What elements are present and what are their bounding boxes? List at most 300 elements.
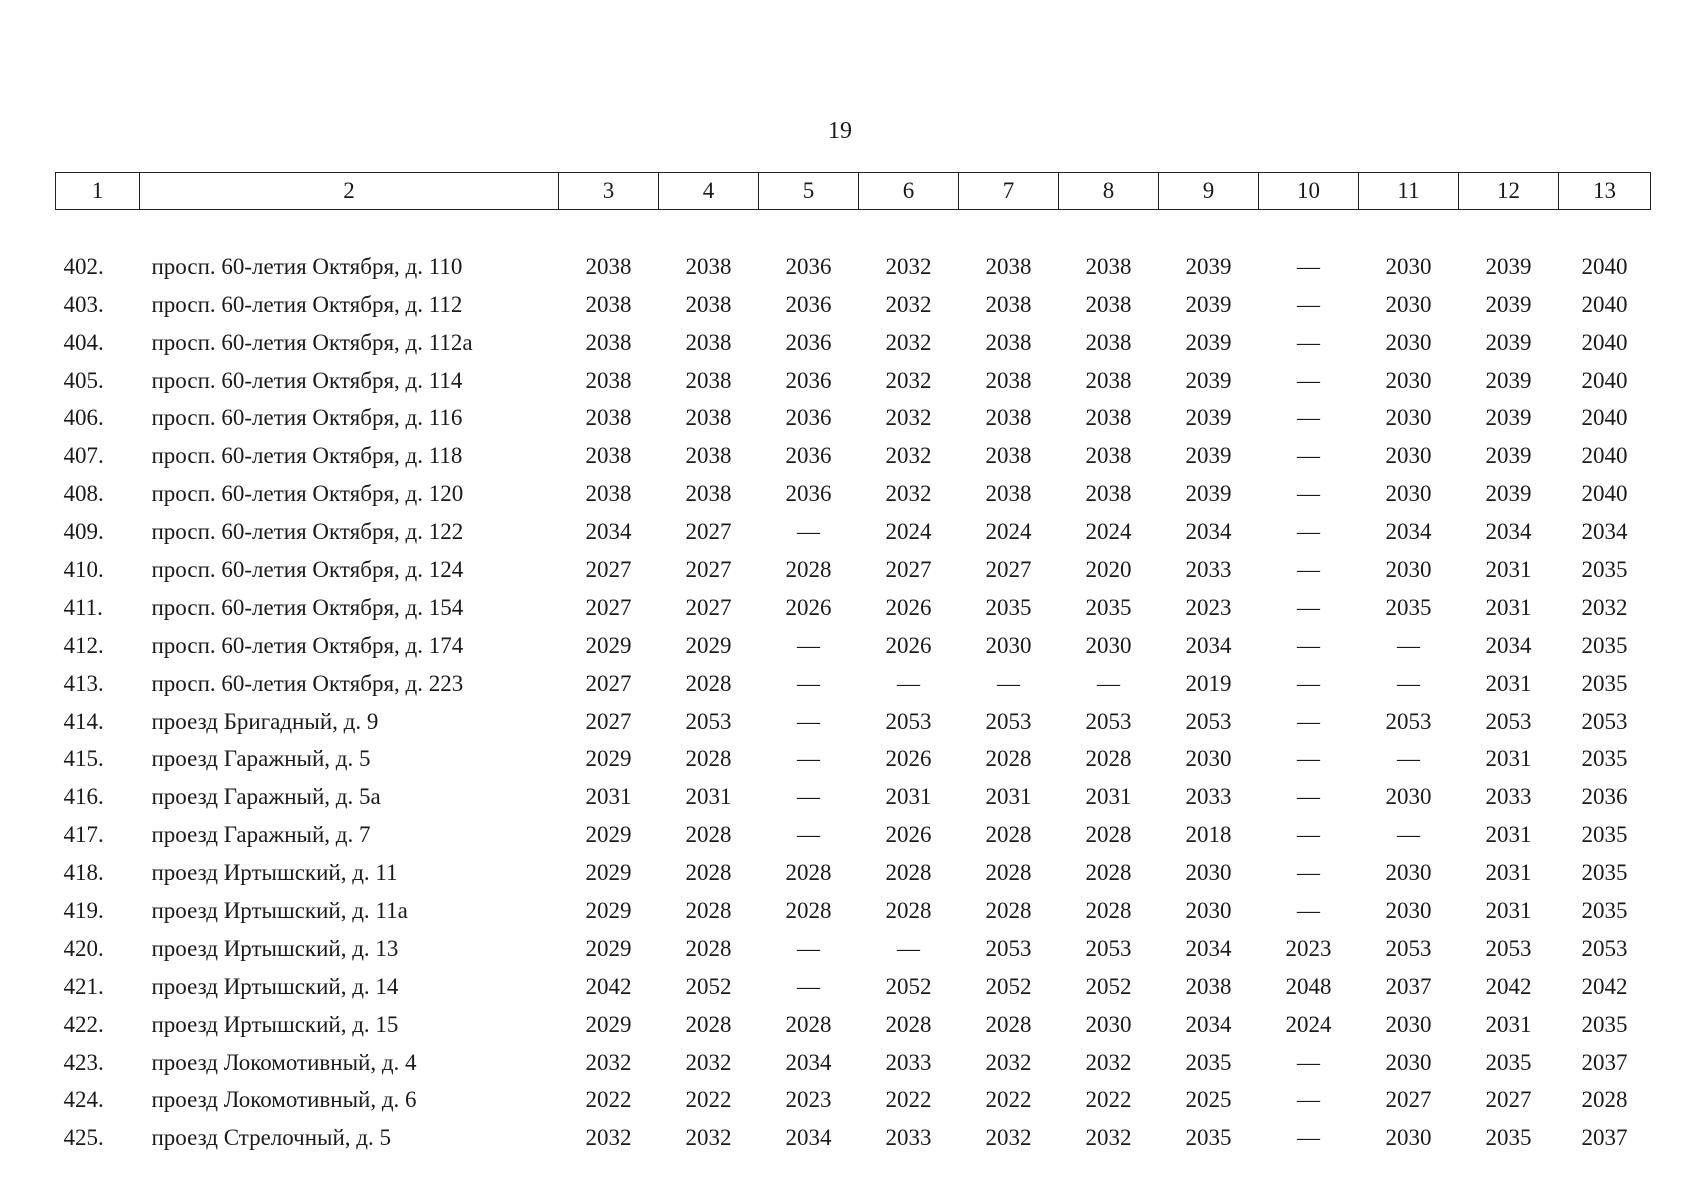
row-number: 402. bbox=[63, 253, 104, 279]
year-cell: 2036 bbox=[785, 405, 832, 431]
address-cell: просп. 60-летия Октября, д. 112а bbox=[151, 329, 473, 355]
column-header-13: 13 bbox=[1559, 173, 1651, 210]
year-cell: 2030 bbox=[1385, 481, 1432, 507]
year-cell: 2028 bbox=[685, 746, 732, 772]
year-cell: 2038 bbox=[1085, 291, 1132, 317]
table-body bbox=[56, 210, 1651, 1158]
schedule-table bbox=[55, 172, 1651, 1157]
year-cell: 2038 bbox=[985, 367, 1032, 393]
year-cell: 2026 bbox=[885, 822, 932, 848]
year-cell: 2038 bbox=[1185, 973, 1232, 999]
year-cell: 2039 bbox=[1185, 329, 1232, 355]
year-cell: — bbox=[1397, 822, 1420, 848]
year-cell: 2039 bbox=[1485, 481, 1532, 507]
year-cell: 2036 bbox=[785, 291, 832, 317]
year-cell: 2038 bbox=[685, 367, 732, 393]
year-cell: — bbox=[797, 973, 820, 999]
row-number: 422. bbox=[63, 1011, 104, 1037]
year-cell: 2034 bbox=[785, 1125, 832, 1151]
year-cell: — bbox=[1297, 670, 1320, 696]
row-number: 414. bbox=[63, 708, 104, 734]
address-cell: проезд Гаражный, д. 5 bbox=[151, 746, 371, 772]
column-header-8: 8 bbox=[1059, 173, 1159, 210]
row-number: 420. bbox=[63, 935, 104, 961]
year-cell: — bbox=[897, 670, 920, 696]
table-row bbox=[56, 589, 1651, 627]
year-cell: 2033 bbox=[1185, 556, 1232, 582]
year-cell: 2053 bbox=[1385, 935, 1432, 961]
address-cell: просп. 60-летия Октября, д. 154 bbox=[151, 594, 464, 620]
address-cell: просп. 60-летия Октября, д. 223 bbox=[151, 670, 464, 696]
year-cell: 2038 bbox=[685, 291, 732, 317]
year-cell: 2022 bbox=[885, 1087, 932, 1113]
year-cell: 2034 bbox=[1581, 519, 1628, 545]
year-cell: 2035 bbox=[1581, 897, 1628, 923]
year-cell: 2034 bbox=[585, 519, 632, 545]
year-cell: 2031 bbox=[1085, 784, 1132, 810]
header-spacer bbox=[56, 210, 1651, 248]
year-cell: 2040 bbox=[1581, 253, 1628, 279]
year-cell: 2029 bbox=[585, 935, 632, 961]
year-cell: 2053 bbox=[1185, 708, 1232, 734]
year-cell: 2028 bbox=[985, 1011, 1032, 1037]
year-cell: 2039 bbox=[1185, 481, 1232, 507]
year-cell: 2032 bbox=[1581, 594, 1628, 620]
year-cell: 2031 bbox=[985, 784, 1032, 810]
year-cell: — bbox=[1297, 519, 1320, 545]
year-cell: 2052 bbox=[885, 973, 932, 999]
year-cell: 2030 bbox=[1385, 291, 1432, 317]
year-cell: 2038 bbox=[585, 367, 632, 393]
year-cell: 2030 bbox=[1085, 632, 1132, 658]
year-cell: 2024 bbox=[1285, 1011, 1332, 1037]
year-cell: 2053 bbox=[1581, 708, 1628, 734]
year-cell: 2030 bbox=[1385, 860, 1432, 886]
year-cell: — bbox=[1297, 822, 1320, 848]
table-row bbox=[56, 627, 1651, 665]
column-header-11: 11 bbox=[1359, 173, 1459, 210]
year-cell: 2032 bbox=[885, 367, 932, 393]
year-cell: 2034 bbox=[1185, 519, 1232, 545]
year-cell: 2034 bbox=[1385, 519, 1432, 545]
year-cell: 2038 bbox=[585, 481, 632, 507]
year-cell: 2032 bbox=[985, 1125, 1032, 1151]
year-cell: 2028 bbox=[685, 822, 732, 848]
year-cell: 2039 bbox=[1185, 405, 1232, 431]
table-row bbox=[56, 1006, 1651, 1044]
table-row bbox=[56, 1081, 1651, 1119]
year-cell: 2032 bbox=[885, 481, 932, 507]
year-cell: 2027 bbox=[985, 556, 1032, 582]
year-cell: — bbox=[997, 670, 1020, 696]
year-cell: 2039 bbox=[1185, 443, 1232, 469]
table-row bbox=[56, 286, 1651, 324]
year-cell: 2027 bbox=[685, 556, 732, 582]
address-cell: проезд Бригадный, д. 9 bbox=[151, 708, 379, 734]
year-cell: 2038 bbox=[685, 443, 732, 469]
year-cell: 2022 bbox=[585, 1087, 632, 1113]
year-cell: — bbox=[897, 935, 920, 961]
year-cell: — bbox=[1297, 860, 1320, 886]
year-cell: 2035 bbox=[1581, 860, 1628, 886]
year-cell: 2025 bbox=[1185, 1087, 1232, 1113]
table-row bbox=[56, 665, 1651, 703]
year-cell: 2028 bbox=[1085, 822, 1132, 848]
year-cell: 2031 bbox=[885, 784, 932, 810]
year-cell: 2038 bbox=[685, 253, 732, 279]
year-cell: 2024 bbox=[1085, 519, 1132, 545]
year-cell: 2028 bbox=[685, 1011, 732, 1037]
year-cell: 2032 bbox=[885, 443, 932, 469]
year-cell: 2048 bbox=[1285, 973, 1332, 999]
year-cell: 2038 bbox=[1085, 481, 1132, 507]
year-cell: 2027 bbox=[685, 519, 732, 545]
year-cell: 2036 bbox=[785, 443, 832, 469]
year-cell: — bbox=[1297, 784, 1320, 810]
year-cell: 2036 bbox=[1581, 784, 1628, 810]
row-number: 416. bbox=[63, 784, 104, 810]
year-cell: 2030 bbox=[1385, 1125, 1432, 1151]
year-cell: — bbox=[797, 822, 820, 848]
year-cell: 2028 bbox=[785, 897, 832, 923]
year-cell: 2038 bbox=[985, 253, 1032, 279]
year-cell: 2029 bbox=[585, 822, 632, 848]
year-cell: — bbox=[1397, 670, 1420, 696]
year-cell: 2032 bbox=[885, 329, 932, 355]
address-cell: проезд Иртышский, д. 14 bbox=[151, 973, 399, 999]
row-number: 413. bbox=[63, 670, 104, 696]
year-cell: 2039 bbox=[1485, 367, 1532, 393]
address-cell: просп. 60-летия Октября, д. 118 bbox=[151, 443, 463, 469]
year-cell: 2028 bbox=[1085, 897, 1132, 923]
year-cell: 2031 bbox=[1485, 822, 1532, 848]
year-cell: 2042 bbox=[1485, 973, 1532, 999]
year-cell: 2039 bbox=[1485, 443, 1532, 469]
row-number: 407. bbox=[63, 443, 104, 469]
year-cell: — bbox=[1297, 253, 1320, 279]
year-cell: 2033 bbox=[1485, 784, 1532, 810]
table-row bbox=[56, 892, 1651, 930]
year-cell: — bbox=[1297, 367, 1320, 393]
row-number: 404. bbox=[63, 329, 104, 355]
year-cell: 2029 bbox=[585, 1011, 632, 1037]
year-cell: 2028 bbox=[1085, 860, 1132, 886]
year-cell: 2038 bbox=[985, 405, 1032, 431]
year-cell: 2035 bbox=[1185, 1049, 1232, 1075]
year-cell: 2030 bbox=[985, 632, 1032, 658]
row-number: 412. bbox=[63, 632, 104, 658]
year-cell: 2022 bbox=[985, 1087, 1032, 1113]
year-cell: 2018 bbox=[1185, 822, 1232, 848]
year-cell: 2053 bbox=[985, 935, 1032, 961]
year-cell: 2027 bbox=[585, 708, 632, 734]
year-cell: 2042 bbox=[585, 973, 632, 999]
year-cell: 2053 bbox=[1385, 708, 1432, 734]
year-cell: 2038 bbox=[985, 329, 1032, 355]
row-number: 410. bbox=[63, 556, 104, 582]
year-cell: 2038 bbox=[585, 443, 632, 469]
year-cell: 2034 bbox=[1485, 519, 1532, 545]
year-cell: 2033 bbox=[1185, 784, 1232, 810]
table-row bbox=[56, 248, 1651, 286]
column-header-6: 6 bbox=[859, 173, 959, 210]
table-row bbox=[56, 399, 1651, 437]
year-cell: 2030 bbox=[1185, 897, 1232, 923]
year-cell: 2031 bbox=[1485, 556, 1532, 582]
address-cell: просп. 60-летия Октября, д. 114 bbox=[151, 367, 463, 393]
year-cell: 2037 bbox=[1581, 1049, 1628, 1075]
year-cell: 2030 bbox=[1385, 367, 1432, 393]
year-cell: 2028 bbox=[685, 860, 732, 886]
year-cell: 2030 bbox=[1385, 443, 1432, 469]
year-cell: 2035 bbox=[1581, 1011, 1628, 1037]
year-cell: 2032 bbox=[885, 291, 932, 317]
year-cell: 2052 bbox=[1085, 973, 1132, 999]
year-cell: — bbox=[1297, 405, 1320, 431]
year-cell: 2038 bbox=[1085, 405, 1132, 431]
row-number: 417. bbox=[63, 822, 104, 848]
year-cell: 2022 bbox=[685, 1087, 732, 1113]
year-cell: — bbox=[1397, 746, 1420, 772]
year-cell: 2039 bbox=[1185, 291, 1232, 317]
year-cell: 2034 bbox=[785, 1049, 832, 1075]
address-cell: проезд Гаражный, д. 7 bbox=[151, 822, 371, 848]
year-cell: — bbox=[797, 670, 820, 696]
row-number: 424. bbox=[63, 1087, 104, 1113]
year-cell: 2053 bbox=[1581, 935, 1628, 961]
year-cell: 2035 bbox=[1385, 594, 1432, 620]
year-cell: 2031 bbox=[1485, 746, 1532, 772]
year-cell: 2030 bbox=[1385, 784, 1432, 810]
year-cell: 2030 bbox=[1185, 860, 1232, 886]
year-cell: 2030 bbox=[1385, 1011, 1432, 1037]
year-cell: 2035 bbox=[1485, 1049, 1532, 1075]
year-cell: 2028 bbox=[685, 897, 732, 923]
address-cell: проезд Стрелочный, д. 5 bbox=[151, 1125, 392, 1151]
column-header-10: 10 bbox=[1259, 173, 1359, 210]
year-cell: 2028 bbox=[985, 746, 1032, 772]
year-cell: 2027 bbox=[585, 556, 632, 582]
row-number: 425. bbox=[63, 1125, 104, 1151]
year-cell: 2035 bbox=[985, 594, 1032, 620]
year-cell: 2031 bbox=[1485, 1011, 1532, 1037]
address-cell: просп. 60-летия Октября, д. 112 bbox=[151, 291, 463, 317]
year-cell: 2033 bbox=[885, 1125, 932, 1151]
year-cell: 2027 bbox=[1485, 1087, 1532, 1113]
address-cell: проезд Локомотивный, д. 6 bbox=[151, 1087, 417, 1113]
year-cell: 2034 bbox=[1185, 632, 1232, 658]
row-number: 403. bbox=[63, 291, 104, 317]
year-cell: 2028 bbox=[885, 897, 932, 923]
year-cell: 2035 bbox=[1581, 822, 1628, 848]
year-cell: 2039 bbox=[1485, 405, 1532, 431]
year-cell: 2038 bbox=[1085, 329, 1132, 355]
year-cell: 2028 bbox=[985, 860, 1032, 886]
year-cell: 2028 bbox=[985, 897, 1032, 923]
year-cell: 2029 bbox=[585, 746, 632, 772]
year-cell: 2038 bbox=[985, 443, 1032, 469]
year-cell: 2030 bbox=[1385, 329, 1432, 355]
year-cell: 2026 bbox=[885, 594, 932, 620]
year-cell: — bbox=[1297, 594, 1320, 620]
year-cell: 2035 bbox=[1485, 1125, 1532, 1151]
address-cell: проезд Иртышский, д. 11а bbox=[151, 897, 408, 923]
year-cell: 2030 bbox=[1385, 897, 1432, 923]
year-cell: 2032 bbox=[885, 405, 932, 431]
year-cell: 2029 bbox=[585, 897, 632, 923]
year-cell: 2028 bbox=[1085, 746, 1132, 772]
year-cell: 2053 bbox=[885, 708, 932, 734]
year-cell: 2039 bbox=[1485, 329, 1532, 355]
year-cell: — bbox=[1297, 1125, 1320, 1151]
column-header-4: 4 bbox=[659, 173, 759, 210]
year-cell: 2030 bbox=[1185, 746, 1232, 772]
year-cell: 2030 bbox=[1085, 1011, 1132, 1037]
year-cell: 2040 bbox=[1581, 405, 1628, 431]
table-row bbox=[56, 551, 1651, 589]
year-cell: 2032 bbox=[685, 1125, 732, 1151]
year-cell: — bbox=[797, 784, 820, 810]
year-cell: — bbox=[1397, 632, 1420, 658]
year-cell: 2039 bbox=[1185, 367, 1232, 393]
year-cell: 2038 bbox=[585, 329, 632, 355]
year-cell: — bbox=[797, 632, 820, 658]
year-cell: 2036 bbox=[785, 481, 832, 507]
year-cell: 2053 bbox=[685, 708, 732, 734]
year-cell: 2028 bbox=[785, 860, 832, 886]
header-row bbox=[56, 173, 1651, 210]
year-cell: 2024 bbox=[985, 519, 1032, 545]
year-cell: 2052 bbox=[685, 973, 732, 999]
year-cell: 2028 bbox=[985, 822, 1032, 848]
year-cell: — bbox=[1297, 632, 1320, 658]
year-cell: 2042 bbox=[1581, 973, 1628, 999]
year-cell: — bbox=[1297, 746, 1320, 772]
page-number: 19 bbox=[828, 118, 852, 144]
column-header-2: 2 bbox=[140, 173, 559, 210]
column-header-5: 5 bbox=[759, 173, 859, 210]
year-cell: 2028 bbox=[1581, 1087, 1628, 1113]
year-cell: 2029 bbox=[685, 632, 732, 658]
address-cell: проезд Гаражный, д. 5а bbox=[151, 784, 381, 810]
row-number: 408. bbox=[63, 481, 104, 507]
year-cell: 2053 bbox=[1085, 935, 1132, 961]
table-row bbox=[56, 1119, 1651, 1157]
year-cell: 2035 bbox=[1581, 556, 1628, 582]
year-cell: 2029 bbox=[585, 632, 632, 658]
row-number: 406. bbox=[63, 405, 104, 431]
year-cell: 2023 bbox=[1185, 594, 1232, 620]
year-cell: 2023 bbox=[1285, 935, 1332, 961]
row-number: 419. bbox=[63, 897, 104, 923]
column-header-3: 3 bbox=[559, 173, 659, 210]
year-cell: 2035 bbox=[1581, 746, 1628, 772]
year-cell: 2038 bbox=[1085, 253, 1132, 279]
row-number: 421. bbox=[63, 973, 104, 999]
year-cell: 2028 bbox=[785, 1011, 832, 1037]
year-cell: 2036 bbox=[785, 367, 832, 393]
table-row bbox=[56, 740, 1651, 778]
year-cell: 2028 bbox=[885, 860, 932, 886]
table-row bbox=[56, 362, 1651, 400]
row-number: 405. bbox=[63, 367, 104, 393]
column-header-9: 9 bbox=[1159, 173, 1259, 210]
year-cell: 2038 bbox=[585, 253, 632, 279]
year-cell: — bbox=[1297, 556, 1320, 582]
year-cell: 2053 bbox=[1485, 935, 1532, 961]
year-cell: — bbox=[797, 746, 820, 772]
address-cell: просп. 60-летия Октября, д. 124 bbox=[151, 556, 464, 582]
year-cell: 2031 bbox=[1485, 594, 1532, 620]
year-cell: 2019 bbox=[1185, 670, 1232, 696]
year-cell: 2039 bbox=[1485, 291, 1532, 317]
year-cell: — bbox=[1297, 329, 1320, 355]
year-cell: — bbox=[1297, 1087, 1320, 1113]
year-cell: 2036 bbox=[785, 329, 832, 355]
address-cell: просп. 60-летия Октября, д. 120 bbox=[151, 481, 464, 507]
year-cell: — bbox=[1297, 708, 1320, 734]
row-number: 415. bbox=[63, 746, 104, 772]
year-cell: 2027 bbox=[685, 594, 732, 620]
year-cell: 2026 bbox=[885, 632, 932, 658]
year-cell: 2023 bbox=[785, 1087, 832, 1113]
column-header-7: 7 bbox=[959, 173, 1059, 210]
year-cell: 2037 bbox=[1385, 973, 1432, 999]
year-cell: 2039 bbox=[1485, 253, 1532, 279]
year-cell: 2035 bbox=[1581, 632, 1628, 658]
table-row bbox=[56, 854, 1651, 892]
year-cell: 2038 bbox=[985, 291, 1032, 317]
year-cell: 2031 bbox=[1485, 897, 1532, 923]
year-cell: 2038 bbox=[685, 405, 732, 431]
year-cell: 2040 bbox=[1581, 443, 1628, 469]
year-cell: — bbox=[1297, 481, 1320, 507]
year-cell: 2024 bbox=[885, 519, 932, 545]
table-header bbox=[56, 173, 1651, 210]
year-cell: — bbox=[797, 519, 820, 545]
address-cell: просп. 60-летия Октября, д. 110 bbox=[151, 253, 463, 279]
year-cell: 2028 bbox=[885, 1011, 932, 1037]
year-cell: 2040 bbox=[1581, 367, 1628, 393]
row-number: 423. bbox=[63, 1049, 104, 1075]
table-row bbox=[56, 816, 1651, 854]
year-cell: 2037 bbox=[1581, 1125, 1628, 1151]
table-row bbox=[56, 930, 1651, 968]
year-cell: 2031 bbox=[1485, 670, 1532, 696]
year-cell: — bbox=[1297, 897, 1320, 923]
year-cell: 2026 bbox=[885, 746, 932, 772]
address-cell: проезд Локомотивный, д. 4 bbox=[151, 1049, 417, 1075]
year-cell: 2020 bbox=[1085, 556, 1132, 582]
year-cell: — bbox=[797, 935, 820, 961]
year-cell: 2035 bbox=[1085, 594, 1132, 620]
year-cell: 2031 bbox=[685, 784, 732, 810]
table-row bbox=[56, 703, 1651, 741]
year-cell: 2027 bbox=[1385, 1087, 1432, 1113]
year-cell: — bbox=[1097, 670, 1120, 696]
year-cell: 2032 bbox=[885, 253, 932, 279]
year-cell: 2032 bbox=[685, 1049, 732, 1075]
year-cell: 2032 bbox=[985, 1049, 1032, 1075]
table-row bbox=[56, 513, 1651, 551]
address-cell: просп. 60-летия Октября, д. 116 bbox=[151, 405, 463, 431]
year-cell: 2038 bbox=[1085, 367, 1132, 393]
row-number: 411. bbox=[63, 594, 103, 620]
year-cell: 2027 bbox=[585, 670, 632, 696]
year-cell: — bbox=[1297, 1049, 1320, 1075]
year-cell: 2031 bbox=[585, 784, 632, 810]
year-cell: 2032 bbox=[585, 1125, 632, 1151]
